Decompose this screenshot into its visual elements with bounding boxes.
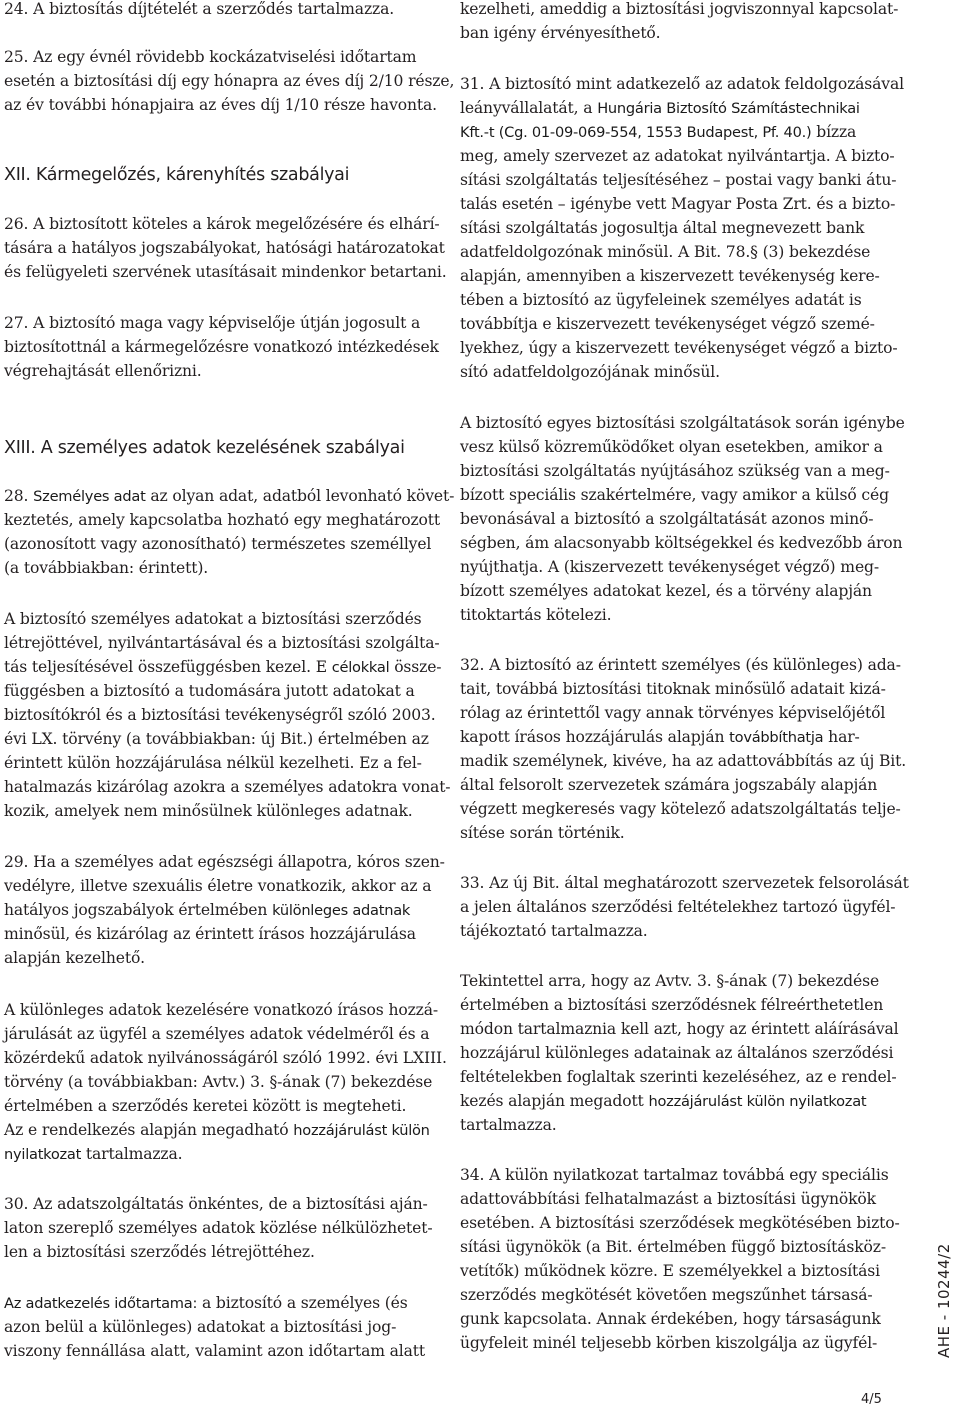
term-retention-period: Az adatkezelés időtartama: [4, 1295, 198, 1312]
term-personal-data: Személyes adat [33, 488, 146, 505]
document-code: AHE - 10244/2 [935, 1243, 953, 1358]
term-special-data: különleges adatnak [272, 902, 411, 919]
term-purposes: célokkal [331, 659, 390, 676]
term-separate-declaration: hozzájárulást külön nyilatkozat [648, 1093, 867, 1110]
page-number: 4/5 [861, 1392, 882, 1407]
term-declaration: nyilatkozat [4, 1146, 82, 1163]
company-registration: Kft.-t (Cg. 01-09-069-554, 1553 Budapest, Pf. 40.) [460, 124, 812, 141]
section-heading-xiii: XIII. A személyes adatok kezelésének szabályai [4, 438, 405, 458]
company-name: Hungária Biztosító Számítástechnikai [597, 100, 860, 117]
section-heading-xii: XII. Kármegelőzés, kárenyhítés szabályai [4, 165, 350, 185]
term-may-forward: továbbíthatja [729, 729, 824, 746]
paragraph-24: 24. A biztosítás díjtételét a szerződés tartalmazza. [4, 0, 395, 18]
term-separate-consent: hozzájárulást külön [293, 1122, 430, 1139]
